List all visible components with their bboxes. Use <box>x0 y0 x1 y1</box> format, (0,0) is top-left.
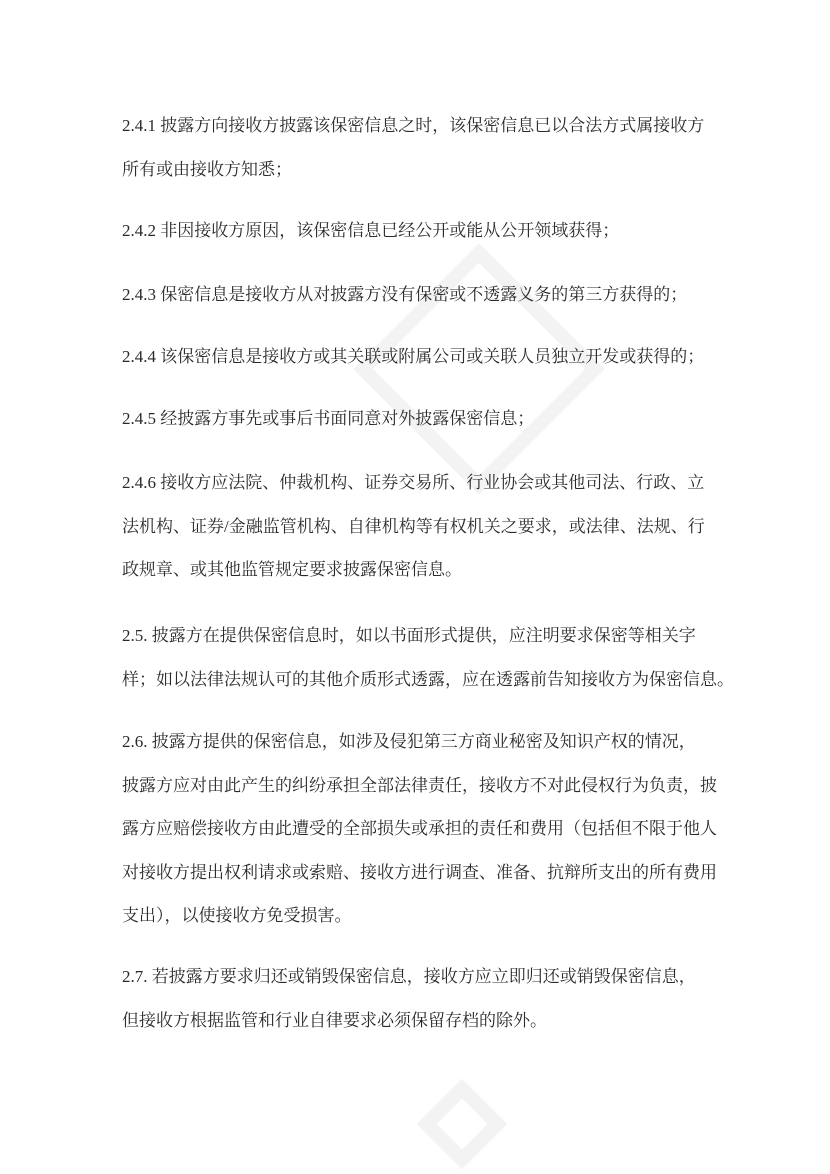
text-line: 2.4.4 该保密信息是接收方或其关联或附属公司或关联人员独立开发或获得的； <box>122 347 705 366</box>
clause-2-5 <box>122 626 734 713</box>
text-line: 对接收方提出权利请求或索赔、接收方进行调查、准备、抗辩所支出的所有费用 <box>122 862 717 882</box>
watermark-logo <box>417 1079 508 1170</box>
clause-2-4-2 <box>122 221 722 265</box>
text-line: 所有或由接收方知悉； <box>122 159 292 179</box>
text-line: 2.4.3 保密信息是接收方从对披露方没有保密或不透露义务的第三方获得的； <box>122 285 688 304</box>
text-line: 露方应赔偿接收方由此遭受的全部损失或承担的责任和费用（包括但不限于他人 <box>122 819 717 838</box>
clause-2-4-1 <box>122 116 722 203</box>
clause-2-4-5 <box>122 409 722 453</box>
text-line: 法机构、证券/金融监管机构、自律机构等有权机关之要求，或法律、法规、行 <box>122 516 705 536</box>
clause-2-6 <box>122 732 722 950</box>
text-line: 披露方应对由此产生的纠纷承担全部法律责任，接收方不对此侵权行为负责，披 <box>122 775 717 795</box>
text-line: 2.5. 披露方在提供保密信息时，如以书面形式提供，应注明要求保密等相关字 <box>122 626 696 645</box>
text-line: 2.7. 若披露方要求归还或销毁保密信息，接收方应立即归还或销毁保密信息， <box>122 967 696 986</box>
text-line: 2.4.6 接收方应法院、仲裁机构、证券交易所、行业协会或其他司法、行政、立 <box>122 473 705 492</box>
text-line: 2.4.1 披露方向接收方披露该保密信息之时，该保密信息已以合法方式属接收方 <box>122 116 705 135</box>
clause-2-7 <box>122 967 722 1054</box>
text-line: 支出），以使接收方免受损害。 <box>122 906 352 925</box>
text-line: 2.4.5 经披露方事先或事后书面同意对外披露保密信息； <box>122 409 535 428</box>
text-line: 2.6. 披露方提供的保密信息，如涉及侵犯第三方商业秘密及知识产权的情况， <box>122 732 696 751</box>
clause-2-4-3 <box>122 285 722 329</box>
text-line: 政规章、或其他监管规定要求披露保密信息。 <box>122 560 462 579</box>
text-line: 2.4.2 非因接收方原因，该保密信息已经公开或能从公开领域获得； <box>122 221 620 240</box>
text-line: 样；如以法律法规认可的其他介质形式透露，应在透露前告知接收方为保密信息。 <box>122 669 734 689</box>
clause-2-4-4 <box>122 347 722 391</box>
clause-2-4-6 <box>122 473 722 604</box>
text-line: 但接收方根据监管和行业自律要求必须保留存档的除外。 <box>122 1010 547 1030</box>
